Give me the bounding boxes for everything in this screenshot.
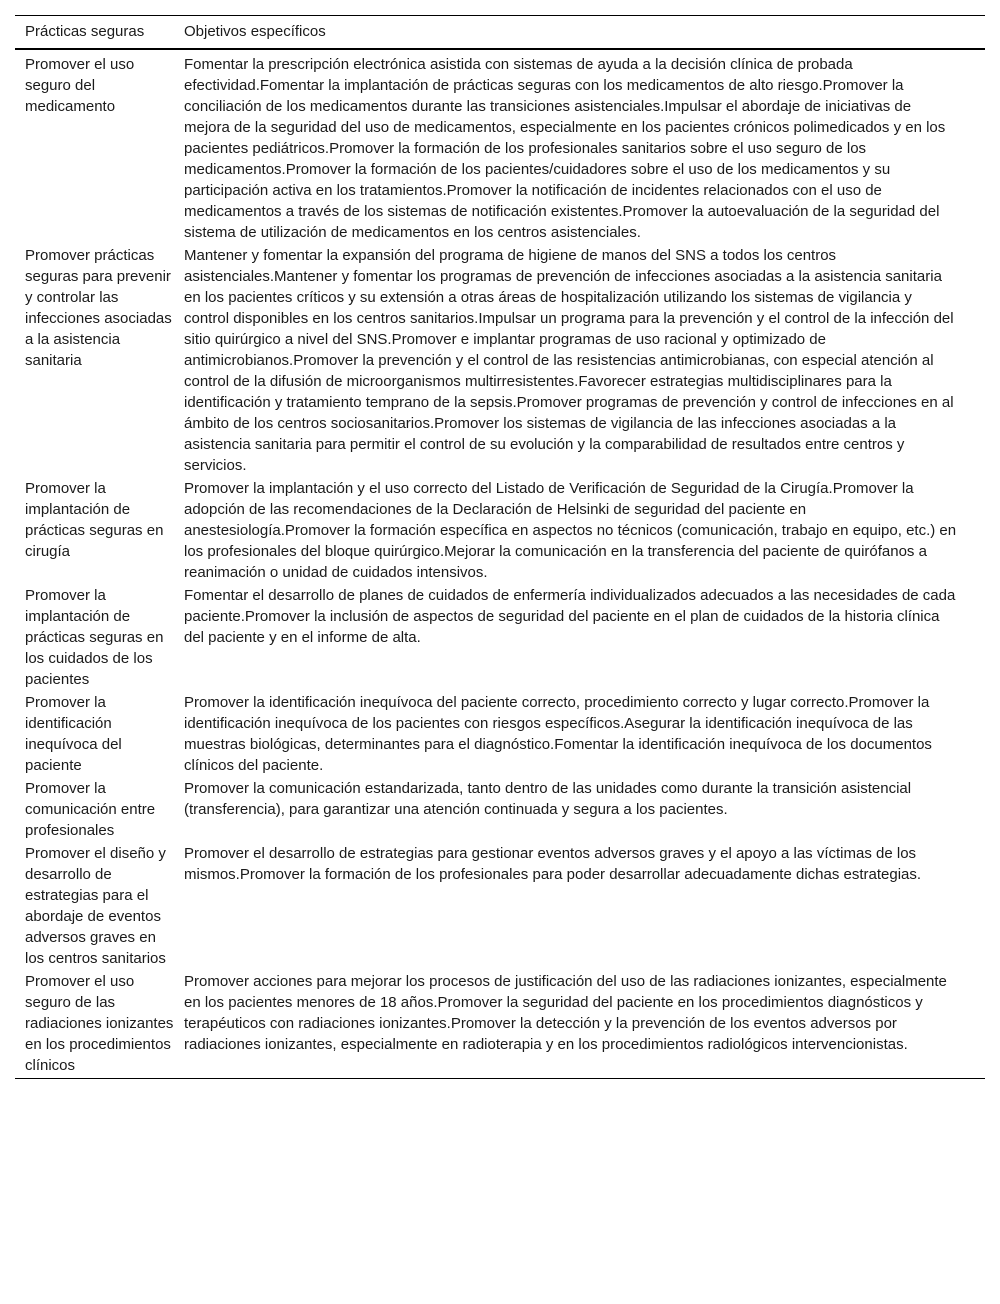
safe-practices-table	[15, 15, 985, 1079]
objectives-cell: Promover la comunicación estandarizada, tanto dentro de las unidades como durante la transición asistencial (transferencia), para garantizar una atención continuada y segura a los pacientes.	[184, 780, 912, 818]
practice-cell: Promover el uso seguro de las radiaciones ionizantes en los procedimientos clínicos	[25, 973, 174, 1074]
practice-cell: Promover el diseño y desarrollo de estrategias para el abordaje de eventos adversos graves en los centros sanitarios	[25, 845, 166, 967]
practice-cell: Promover la implantación de prácticas seguras en los cuidados de los pacientes	[25, 587, 164, 688]
table-row	[15, 971, 985, 1079]
header-objectives: Objetivos específicos	[184, 16, 985, 50]
objectives-cell: Mantener y fomentar la expansión del programa de higiene de manos del SNS a todos los centros asistenciales.Mantener y fomentar los programas de prevención de infecciones asociadas a la asistencia sanitaria en los pacientes críticos y su extensión a otras áreas de hospitalización utilizando los sistemas de vigilancia y control disponibles en los centros sanitarios.Impulsar un programa para la prevención y el control de la infección del sitio quirúrgico a nivel del SNS.Promover e implantar programas de uso racional y optimizado de antimicrobianos.Promover la prevención y el control de las resistencias antimicrobianas, con especial atención al control de la difusión de microorganismos multirresistentes.Favorecer estrategias multidisciplinares para la identificación y tratamiento temprano de la sepsis.Promover programas de prevención y control de infecciones en al ámbito de los centros sociosanitarios.Promover los sistemas de vigilancia de las infecciones asociadas a la asistencia sanitaria para permitir el control de su evolución y la comparabilidad de resultados entre centros y servicios.	[184, 247, 954, 474]
table-row	[15, 692, 985, 778]
objectives-cell: Promover acciones para mejorar los procesos de justificación del uso de las radiaciones ionizantes, especialmente en los pacientes menores de 18 años.Promover la seguridad del paciente en los procedimientos diagnósticos y terapéuticos con radiaciones ionizantes.Promover la detección y la prevención de los eventos adversos por radiaciones ionizantes, especialmente en radioterapia y en los procedimientos radiológicos intervencionistas.	[184, 973, 947, 1053]
objectives-cell: Fomentar el desarrollo de planes de cuidados de enfermería individualizados adecuados a las necesidades de cada paciente.Promover la inclusión de aspectos de seguridad del paciente en el plan de cuidados de la historia clínica del paciente y en el informe de alta.	[184, 587, 956, 646]
header-row	[15, 16, 985, 50]
table-row	[15, 778, 985, 843]
practice-cell: Promover el uso seguro del medicamento	[25, 56, 135, 115]
table-row	[15, 245, 985, 478]
objectives-cell: Promover el desarrollo de estrategias para gestionar eventos adversos graves y el apoyo a las víctimas de los mismos.Promover la formación de los profesionales para poder desarrollar adecuadamente dichas estrategias.	[184, 845, 922, 883]
table-row	[15, 49, 985, 245]
objectives-cell: Fomentar la prescripción electrónica asistida con sistemas de ayuda a la decisión clínica de probada efectividad.Fomentar la implantación de prácticas seguras con los medicamentos de alto riesgo.Promover la conciliación de los medicamentos durante las transiciones asistenciales.Impulsar el abordaje de iniciativas de mejora de la seguridad del uso de medicamentos, especialmente en los pacientes crónicos polimedicados y en los pacientes pediátricos.Promover la formación de los profesionales sanitarios sobre el uso seguro de los medicamentos.Promover la formación de los pacientes/cuidadores sobre el uso de los medicamentos y su participación activa en los tratamientos.Promover la notificación de incidentes relacionados con el uso de medicamentos a través de los sistemas de notificación existentes.Promover la autoevaluación de la seguridad del sistema de utilización de medicamentos en los centros asistenciales.	[184, 56, 946, 241]
practice-cell: Promover la implantación de prácticas seguras en cirugía	[25, 480, 164, 560]
table-row	[15, 585, 985, 692]
practice-cell: Promover la comunicación entre profesionales	[25, 780, 156, 839]
objectives-cell: Promover la identificación inequívoca del paciente correcto, procedimiento correcto y lugar correcto.Promover la identificación inequívoca de los pacientes con riesgos específicos.Asegurar la identificación inequívoca de las muestras biológicas, determinantes para el diagnóstico.Fomentar la identificación inequívoca de los documentos clínicos del paciente.	[184, 694, 932, 774]
header-practices: Prácticas seguras	[15, 16, 184, 50]
table-row	[15, 478, 985, 585]
table-row	[15, 843, 985, 971]
practice-cell: Promover prácticas seguras para prevenir y controlar las infecciones asociadas a la asistencia sanitaria	[25, 247, 172, 369]
objectives-cell: Promover la implantación y el uso correcto del Listado de Verificación de Seguridad de la Cirugía.Promover la adopción de las recomendaciones de la Declaración de Helsinki de seguridad del paciente en anestesiología.Promover la formación específica en aspectos no técnicos (comunicación, trabajo en equipo, etc.) en los profesionales del bloque quirúrgico.Mejorar la comunicación en la transferencia del paciente de quirófanos a reanimación o unidad de cuidados intensivos.	[184, 480, 957, 581]
practice-cell: Promover la identificación inequívoca del paciente	[25, 694, 122, 774]
